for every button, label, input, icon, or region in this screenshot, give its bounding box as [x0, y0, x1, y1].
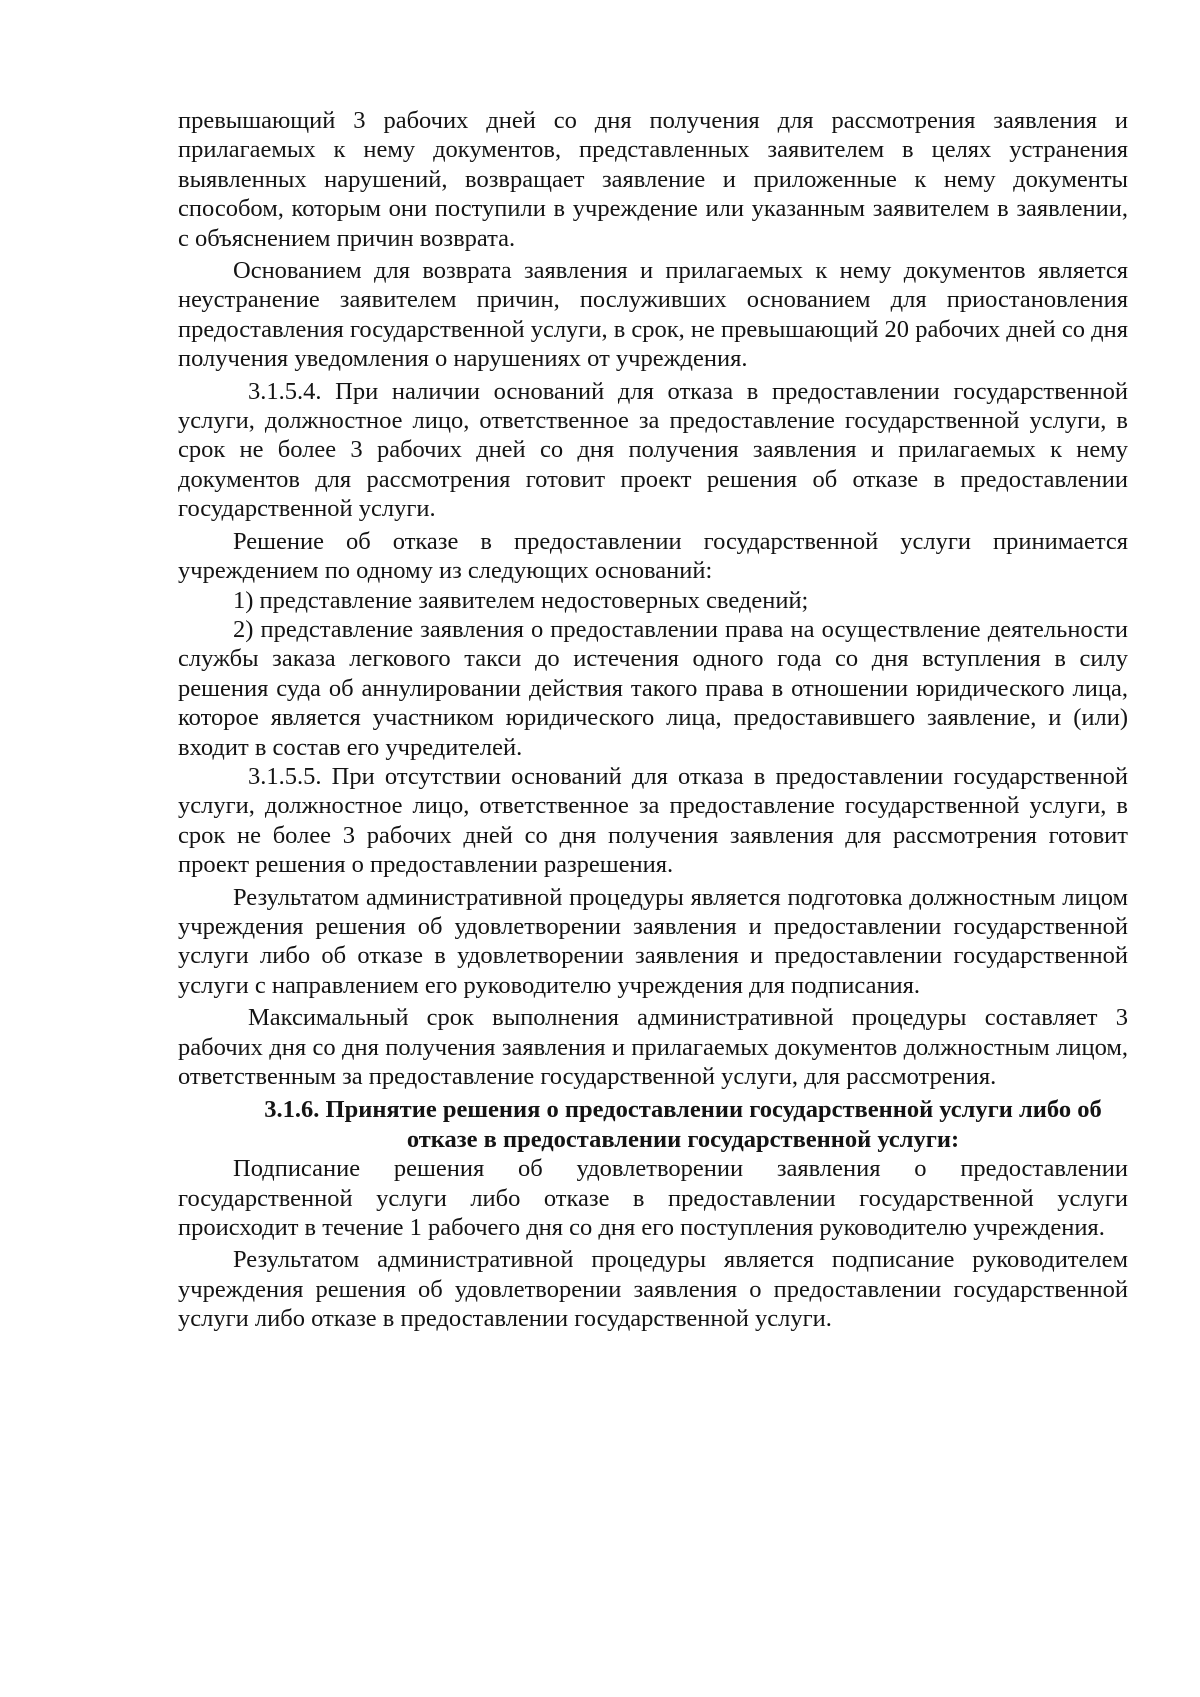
paragraph-3-1-5-4: 3.1.5.4. При наличии оснований для отказа в предоставлении государственной услуги, должностное лицо, ответственное за предоставление государственной услуги, в срок не более 3 рабочих дней со дня получения заявления и прилагаемых к нему документов для рассмотрения готовит проект решения об отказе в предоставлении государственной услуги.	[178, 377, 1128, 523]
paragraph-signing: Подписание решения об удовлетворении заявления о предоставлении государственной услуги либо отказе в предоставлении государственной услуги происходит в течение 1 рабочего дня со дня его поступления руководителю учреждения.	[178, 1155, 1128, 1242]
paragraph-signing-result: Результатом административной процедуры является подписание руководителем учреждения решения об удовлетворении заявления о предоставлении государственной услуги либо отказе в предоставлении государственной услуги.	[178, 1246, 1128, 1333]
paragraph-max-term: Максимальный срок выполнения административной процедуры составляет 3 рабочих дня со дня получения заявления и прилагаемых документов должностным лицом, ответственным за предоставление государственной услуги, для рассмотрения.	[178, 1004, 1128, 1090]
section-heading-3-1-6: 3.1.6. Принятие решения о предоставлении государственной услуги либо об отказе в предоставлении государственной услуги:	[264, 1096, 1102, 1153]
paragraph-refusal-grounds: Решение об отказе в предоставлении государственной услуги принимается учреждением по одному из следующих оснований:	[178, 527, 1128, 585]
paragraph-3-1-5-5: 3.1.5.5. При отсутствии оснований для отказа в предоставлении государственной услуги, должностное лицо, ответственное за предоставление государственной услуги, в срок не более 3 рабочих дней со дня получения заявления для рассмотрения готовит проект решения о предоставлении разрешения.	[178, 762, 1128, 879]
list-item-1: 1) представление заявителем недостоверных сведений;	[233, 586, 809, 614]
paragraph-procedure-result: Результатом административной процедуры является подготовка должностным лицом учреждения решения об удовлетворении заявления и предоставлении государственной услуги либо об отказе в удовлетворении заявления и предоставлении государственной услуги с направлением его руководителю учреждения для подписания.	[178, 883, 1128, 999]
paragraph-return-grounds: Основанием для возврата заявления и прилагаемых к нему документов является неустранение заявителем причин, послуживших основанием для приостановления предоставления государственной услуги, в срок, не превышающий 20 рабочих дней со дня получения уведомления о нарушениях от учреждения.	[178, 257, 1128, 373]
document-body	[178, 106, 1128, 1334]
list-item-2: 2) представление заявления о предоставлении права на осуществление деятельности службы заказа легкового такси до истечения одного года со дня вступления в силу решения суда об аннулировании действия такого права в отношении юридического лица, которое является участником юридического лица, предоставившего заявление, и (или) входит в состав его учредителей.	[178, 615, 1128, 761]
paragraph-return-procedure: превышающий 3 рабочих дней со дня получения для рассмотрения заявления и прилагаемых к нему документов, представленных заявителем в целях устранения выявленных нарушений, возвращает заявление и приложенные к нему документы способом, которым они поступили в учреждение или указанным заявителем в заявлении, с объяснением причин возврата.	[178, 107, 1128, 252]
